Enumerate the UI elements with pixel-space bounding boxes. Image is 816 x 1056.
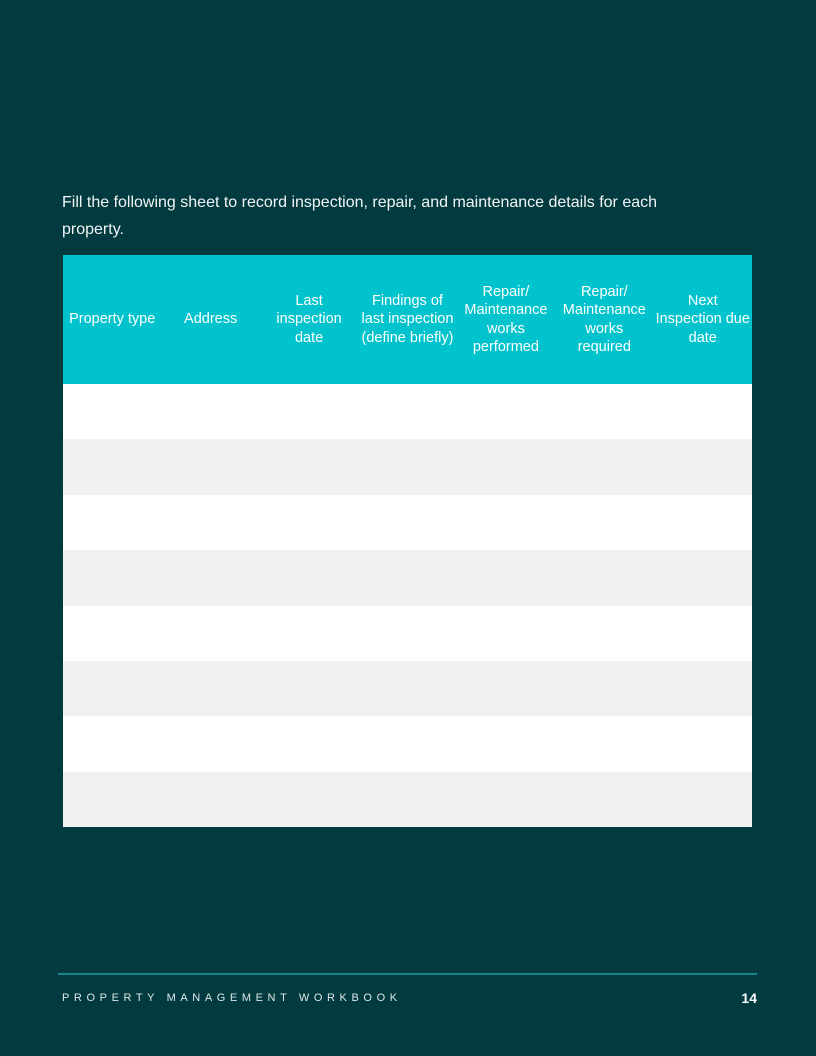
table-cell[interactable] bbox=[161, 606, 259, 661]
table-cell[interactable] bbox=[260, 606, 358, 661]
table-cell[interactable] bbox=[654, 772, 752, 827]
table-cell[interactable] bbox=[457, 606, 555, 661]
header-property-type: Property type bbox=[63, 255, 161, 384]
table-row bbox=[63, 772, 752, 827]
table-cell[interactable] bbox=[555, 716, 653, 771]
table-cell[interactable] bbox=[555, 384, 653, 439]
table-cell[interactable] bbox=[161, 716, 259, 771]
table-cell[interactable] bbox=[654, 661, 752, 716]
table-cell[interactable] bbox=[358, 772, 456, 827]
table-cell[interactable] bbox=[260, 439, 358, 494]
table-cell[interactable] bbox=[161, 661, 259, 716]
table-cell[interactable] bbox=[63, 661, 161, 716]
header-next-inspection: Next Inspection due date bbox=[654, 255, 752, 384]
table-cell[interactable] bbox=[161, 495, 259, 550]
table-cell[interactable] bbox=[63, 606, 161, 661]
table-cell[interactable] bbox=[654, 384, 752, 439]
table-cell[interactable] bbox=[161, 439, 259, 494]
table-cell[interactable] bbox=[358, 384, 456, 439]
table-row bbox=[63, 716, 752, 771]
table-cell[interactable] bbox=[260, 772, 358, 827]
table-cell[interactable] bbox=[654, 439, 752, 494]
table-cell[interactable] bbox=[260, 384, 358, 439]
table-cell[interactable] bbox=[260, 550, 358, 605]
table-cell[interactable] bbox=[358, 661, 456, 716]
table-row bbox=[63, 550, 752, 605]
table-cell[interactable] bbox=[457, 772, 555, 827]
header-address: Address bbox=[161, 255, 259, 384]
page-number: 14 bbox=[741, 990, 757, 1006]
table-cell[interactable] bbox=[358, 606, 456, 661]
table-cell[interactable] bbox=[654, 606, 752, 661]
table-row bbox=[63, 384, 752, 439]
intro-text: Fill the following sheet to record inspection, repair, and maintenance details for each property. bbox=[62, 194, 658, 238]
table-cell[interactable] bbox=[555, 661, 653, 716]
table-cell[interactable] bbox=[555, 606, 653, 661]
table-cell[interactable] bbox=[260, 495, 358, 550]
table-cell[interactable] bbox=[63, 772, 161, 827]
table-cell[interactable] bbox=[358, 550, 456, 605]
table-cell[interactable] bbox=[63, 716, 161, 771]
table-cell[interactable] bbox=[63, 495, 161, 550]
table-cell[interactable] bbox=[555, 772, 653, 827]
inspection-table bbox=[63, 255, 752, 827]
table-cell[interactable] bbox=[457, 716, 555, 771]
table-cell[interactable] bbox=[457, 384, 555, 439]
table-cell[interactable] bbox=[260, 716, 358, 771]
table-cell[interactable] bbox=[555, 550, 653, 605]
table-row bbox=[63, 495, 752, 550]
table-cell[interactable] bbox=[457, 550, 555, 605]
table-cell[interactable] bbox=[161, 550, 259, 605]
table-row bbox=[63, 606, 752, 661]
table-cell[interactable] bbox=[161, 384, 259, 439]
table-cell[interactable] bbox=[555, 439, 653, 494]
table-cell[interactable] bbox=[654, 716, 752, 771]
table-cell[interactable] bbox=[63, 384, 161, 439]
table-cell[interactable] bbox=[555, 495, 653, 550]
table-cell[interactable] bbox=[457, 661, 555, 716]
table-cell[interactable] bbox=[654, 495, 752, 550]
table-row bbox=[63, 439, 752, 494]
table-header-row bbox=[63, 255, 752, 384]
table-cell[interactable] bbox=[457, 495, 555, 550]
footer-divider bbox=[58, 973, 757, 975]
header-works-performed: Repair/ Maintenance works performed bbox=[457, 255, 555, 384]
table-cell[interactable] bbox=[260, 661, 358, 716]
table-cell[interactable] bbox=[358, 716, 456, 771]
table-cell[interactable] bbox=[161, 772, 259, 827]
header-findings: Findings of last inspection (define briefly) bbox=[358, 255, 456, 384]
table-cell[interactable] bbox=[358, 439, 456, 494]
table-cell[interactable] bbox=[63, 439, 161, 494]
header-last-inspection-date: Last inspection date bbox=[260, 255, 358, 384]
table-cell[interactable] bbox=[654, 550, 752, 605]
footer-title: PROPERTY MANAGEMENT WORKBOOK bbox=[62, 992, 402, 1004]
table-cell[interactable] bbox=[457, 439, 555, 494]
table-row bbox=[63, 661, 752, 716]
header-works-required: Repair/ Maintenance works required bbox=[555, 255, 653, 384]
table-cell[interactable] bbox=[358, 495, 456, 550]
table-cell[interactable] bbox=[63, 550, 161, 605]
